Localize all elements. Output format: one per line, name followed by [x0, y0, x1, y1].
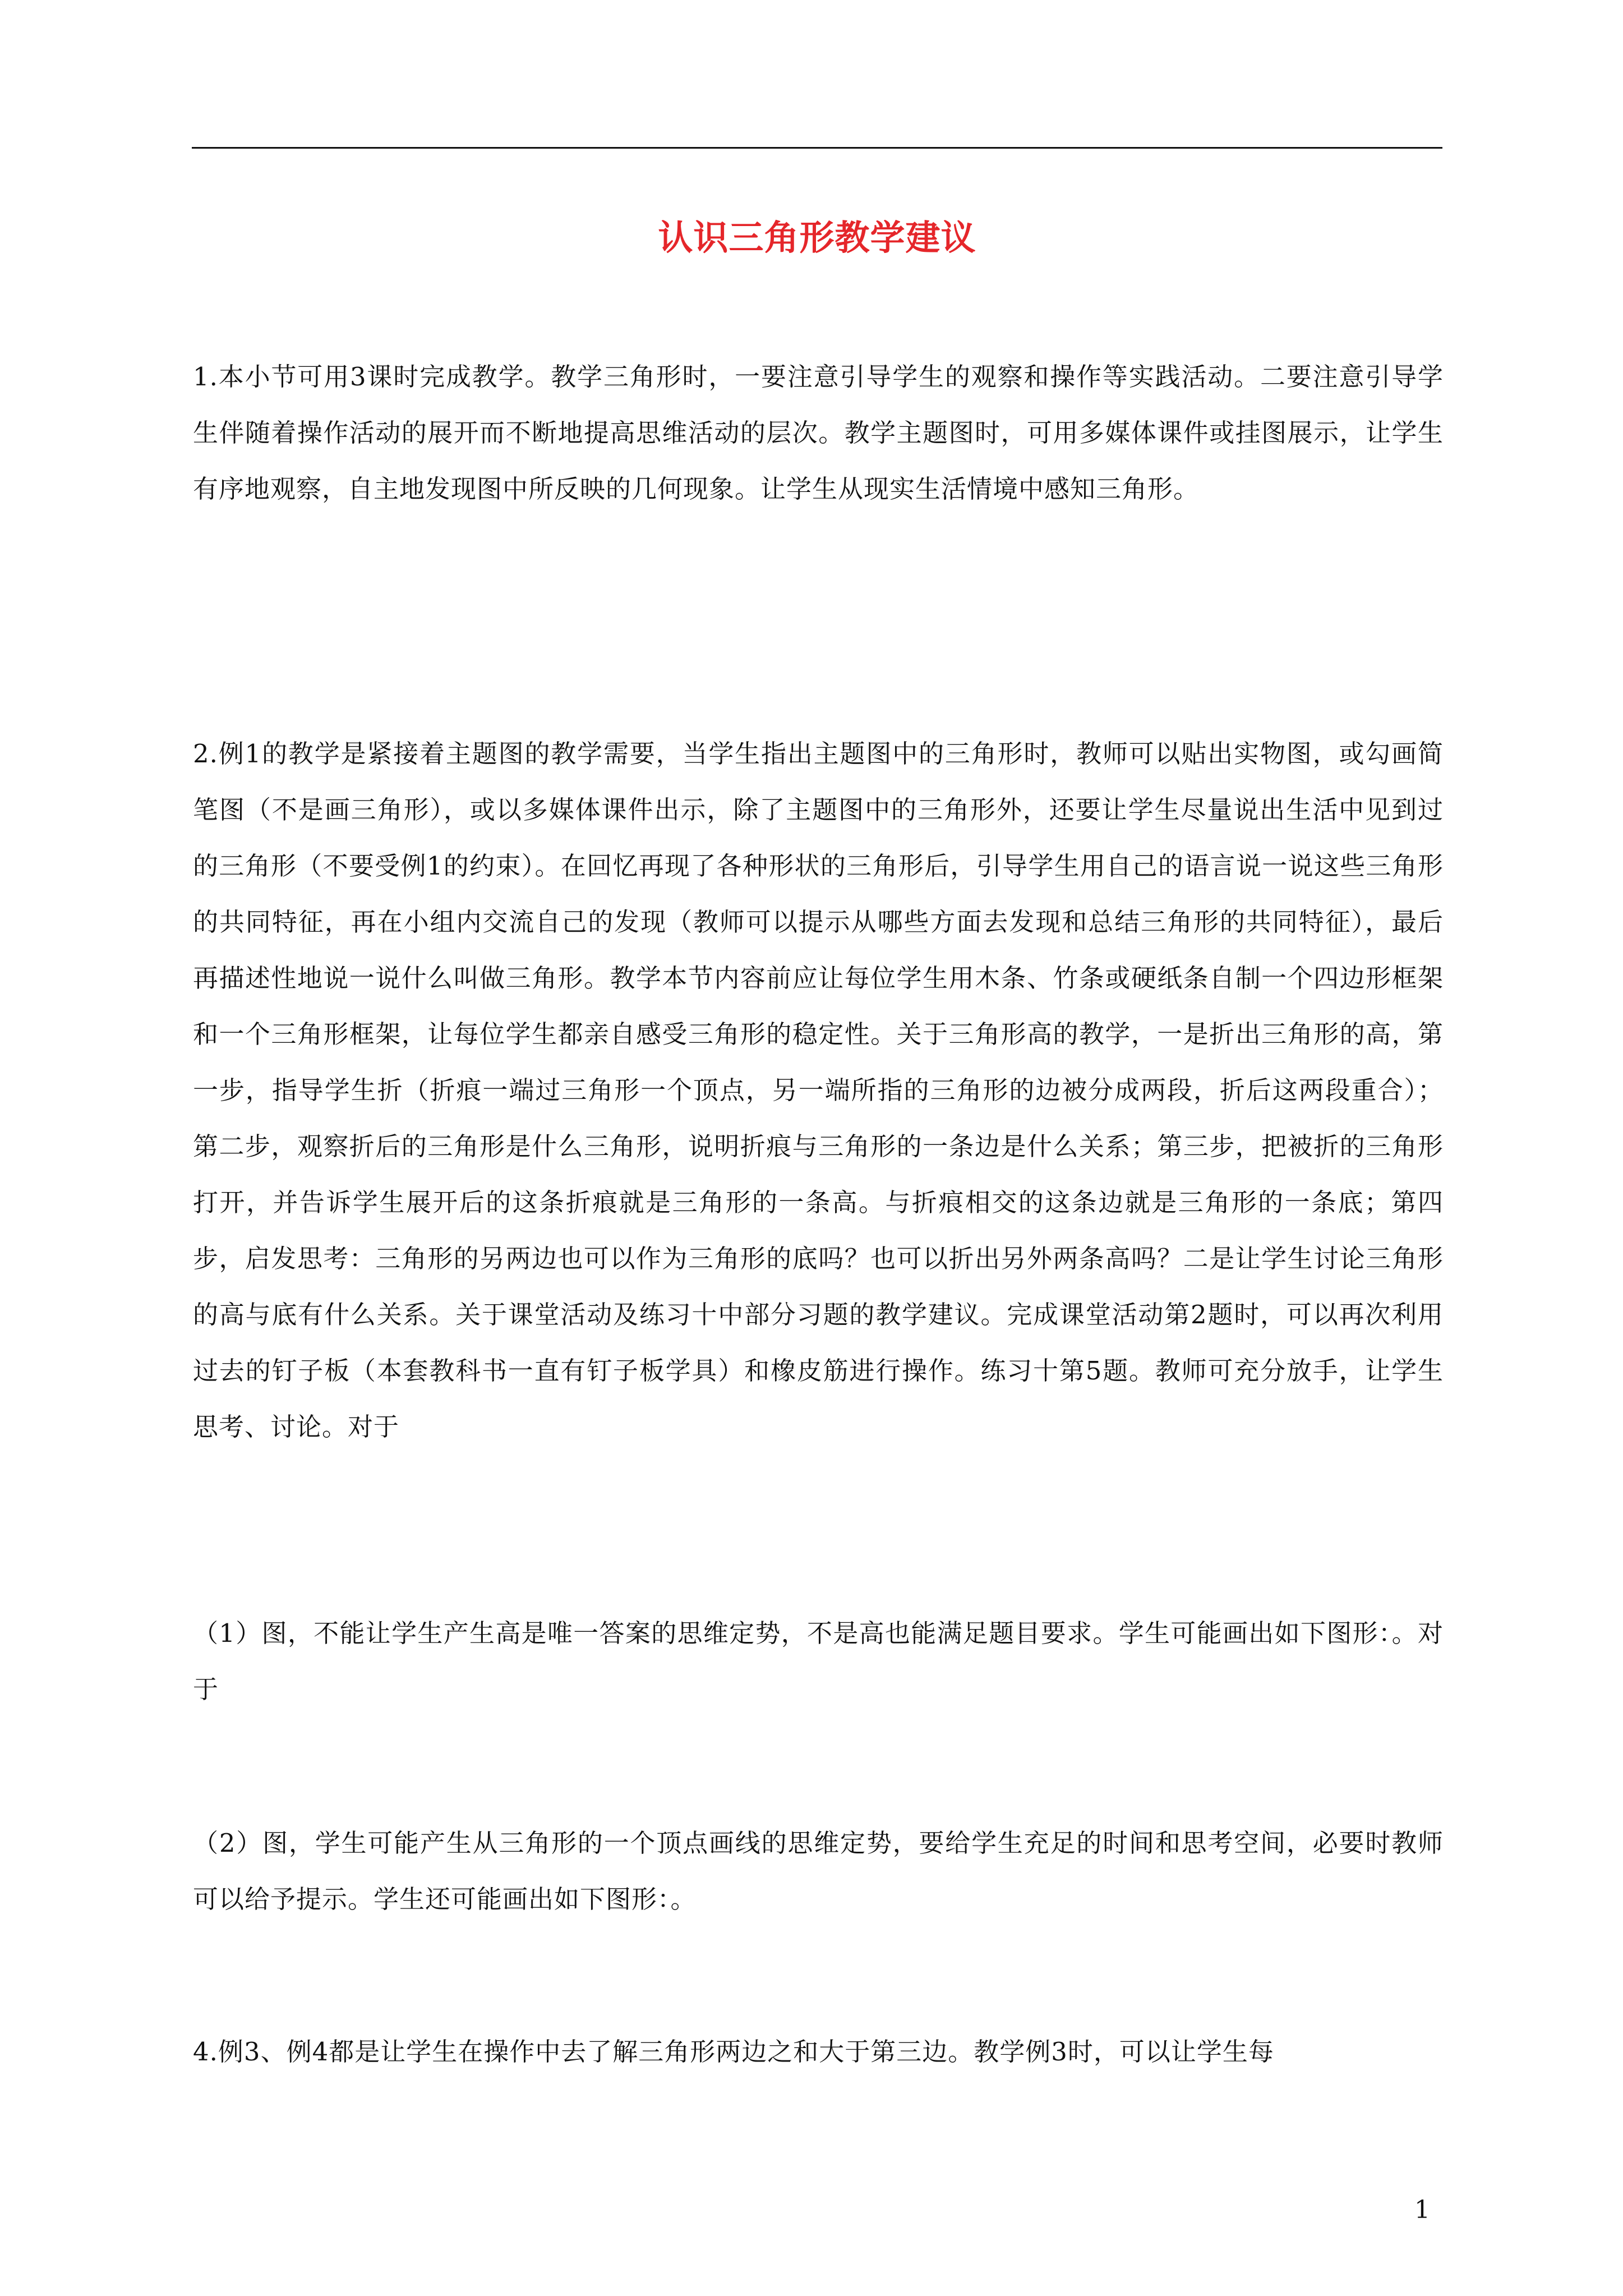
paragraph-4: （2）图，学生可能产生从三角形的一个顶点画线的思维定势，要给学生充足的时间和思考空间，必要时教师可以给予提示。学生还可能画出如下图形：。 [193, 1828, 1444, 1914]
paragraph-5: 4.例3、例4都是让学生在操作中去了解三角形两边之和大于第三边。教学例3时，可以让学生每 [193, 2037, 1274, 2067]
paragraph-1: 1.本小节可用3课时完成教学。教学三角形时，一要注意引导学生的观察和操作等实践活动。二要注意引导学生伴随着操作活动的展开而不断地提高思维活动的层次。教学主题图时，可用多媒体课件或挂图展示，让学生有序地观察，自主地发现图中所反映的几何现象。让学生从现实生活情境中感知三角形。 [193, 362, 1444, 504]
document-title: 认识三角形教学建议 [658, 217, 976, 258]
page-number: 1 [1414, 2196, 1430, 2224]
header-rule [192, 147, 1442, 149]
paragraph-3: （1）图，不能让学生产生高是唯一答案的思维定势，不是高也能满足题目要求。学生可能画出如下图形：。对于 [193, 1618, 1444, 1704]
paragraph-2: 2.例1的教学是紧接着主题图的教学需要，当学生指出主题图中的三角形时，教师可以贴出实物图，或勾画简笔图（不是画三角形），或以多媒体课件出示，除了主题图中的三角形外，还要让学生尽量说出生活中见到过的三角形（不要受例1的约束）。在回忆再现了各种形状的三角形后，引导学生用自己的语言说一说这些三角形的共同特征，再在小组内交流自己的发现（教师可以提示从哪些方面去发现和总结三角形的共同特征），最后再描述性地说一说什么叫做三角形。教学本节内容前应让每位学生用木条、竹条或硬纸条自制一个四边形框架和一个三角形框架，让每位学生都亲自感受三角形的稳定性。关于三角形高的教学，一是折出三角形的高，第一步，指导学生折（折痕一端过三角形一个顶点，另一端所指的三角形的边被分成两段，折后这两段重合）；第二步，观察折后的三角形是什么三角形，说明折痕与三角形的一条边是什么关系；第三步，把被折的三角形打开，并告诉学生展开后的这条折痕就是三角形的一条高。与折痕相交的这条边就是三角形的一条底；第四步，启发思考：三角形的另两边也可以作为三角形的底吗？也可以折出另外两条高吗？二是让学生讨论三角形的高与底有什么关系。关于课堂活动及练习十中部分习题的教学建议。完成课堂活动第2题时，可以再次利用过去的钉子板（本套教科书一直有钉子板学具）和橡皮筋进行操作。练习十第5题。教师可充分放手，让学生思考、讨论。对于 [193, 739, 1444, 1442]
